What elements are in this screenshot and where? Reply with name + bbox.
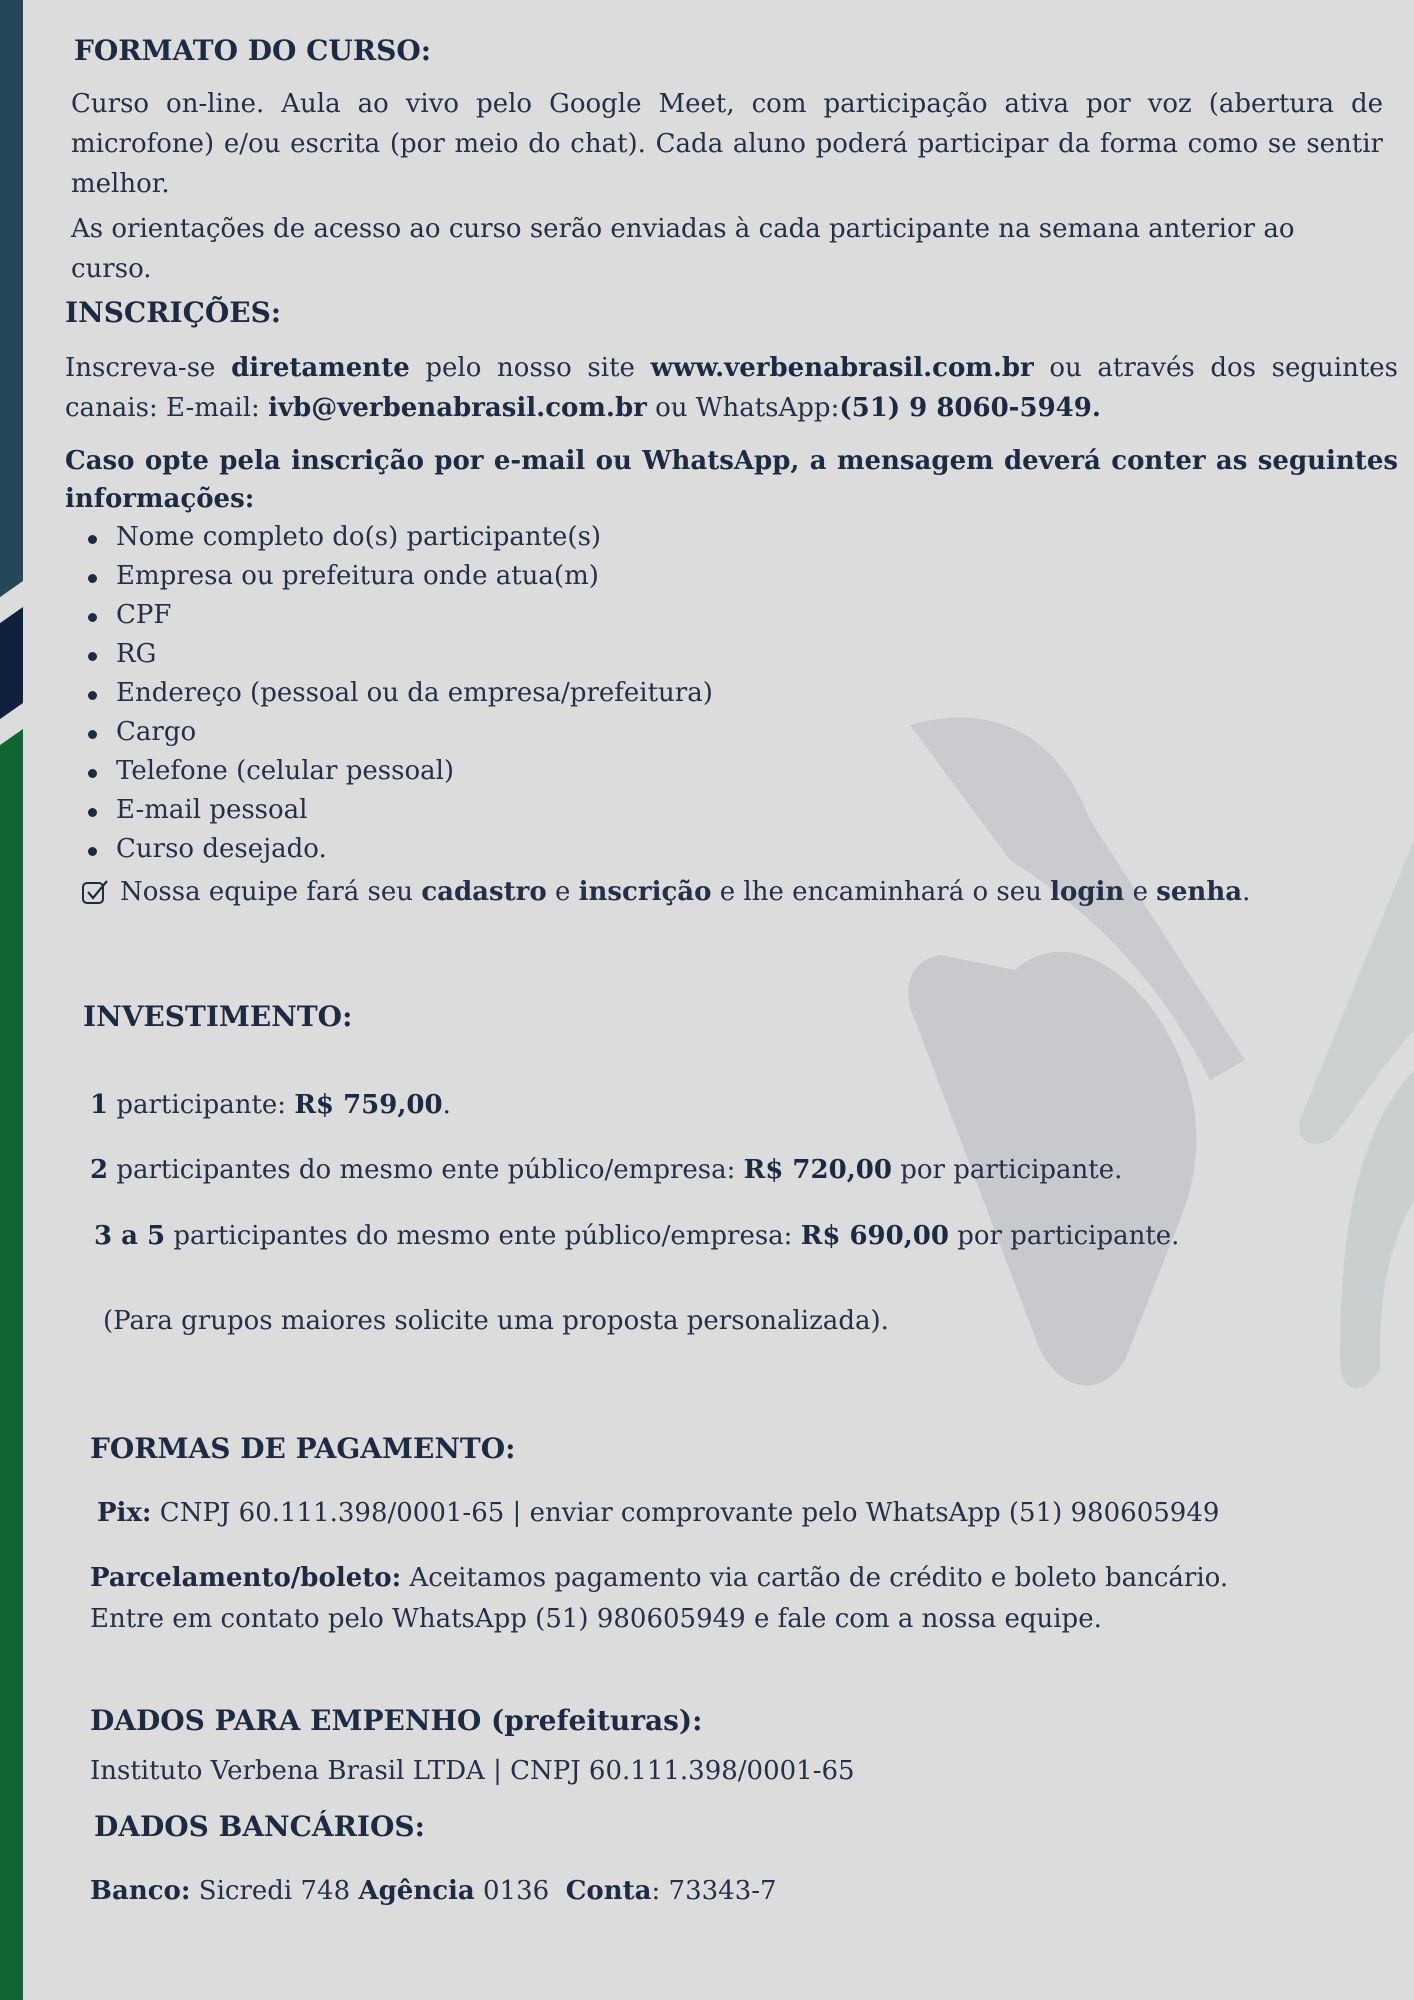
required-info-list (80, 518, 713, 869)
checkbox-icon (80, 877, 110, 907)
whatsapp-number[interactable]: (51) 9 8060-5949. (839, 393, 1101, 423)
formato-access-note: As orientações de acesso ao curso serão enviadas à cada participante na semana anterior ao curso. (71, 214, 1295, 284)
watermark-logo (880, 700, 1414, 1420)
contact-line: Entre em contato pelo WhatsApp (51) 980605949 e fale com a nossa equipe. (90, 1604, 1102, 1634)
inscricoes-intro: Inscreva-se diretamente pelo nosso site www.verbenabrasil.com.br ou através dos seguintes canais: E-mail: ivb@verbenabrasil.com.br ou WhatsApp:(51) 9 8060-5949. (65, 353, 1398, 423)
side-stripe-navy (0, 0, 23, 600)
formato-paragraph: Curso on-line. Aula ao vivo pelo Google Meet, com participação ativa por voz (abertura de microfone) e/ou escrita (por meio do chat). Cada aluno poderá participar da forma como se sentir melhor. (71, 89, 1383, 199)
side-stripe-green (0, 720, 23, 2000)
section-title-investimento: INVESTIMENTO: (83, 1000, 353, 1033)
empenho-text: Instituto Verbena Brasil LTDA | CNPJ 60.111.398/0001-65 (90, 1756, 855, 1786)
parcelamento-line: Parcelamento/boleto: Aceitamos pagamento via cartão de crédito e boleto bancário. (90, 1563, 1229, 1593)
site-link[interactable]: www.verbenabrasil.com.br (650, 353, 1034, 383)
section-title-inscricoes: INSCRIÇÕES: (65, 296, 282, 329)
section-title-formato: FORMATO DO CURSO: (74, 34, 432, 67)
inscricoes-notice: Caso opte pela inscrição por e-mail ou WhatsApp, a mensagem deverá conter as seguintes informações: (65, 446, 1398, 514)
section-title-bancarios: DADOS BANCÁRIOS: (94, 1810, 425, 1843)
team-note: Nossa equipe fará seu cadastro e inscrição e lhe encaminhará o seu login e senha. (80, 872, 1250, 912)
list-item: Curso desejado. (80, 830, 713, 869)
price-line-2: 2 participantes do mesmo ente público/empresa: R$ 720,00 por participante. (90, 1155, 1123, 1185)
list-item: Nome completo do(s) participante(s) (80, 518, 713, 557)
price-line-1: 1 participante: R$ 759,00. (90, 1090, 451, 1120)
list-item: Empresa ou prefeitura onde atua(m) (80, 557, 713, 596)
group-proposal-note: (Para grupos maiores solicite uma proposta personalizada). (103, 1306, 889, 1336)
list-item: Endereço (pessoal ou da empresa/prefeitura) (80, 674, 713, 713)
list-item: CPF (80, 596, 713, 635)
list-item: Telefone (celular pessoal) (80, 752, 713, 791)
pix-line: Pix: CNPJ 60.111.398/0001-65 | enviar comprovante pelo WhatsApp (51) 980605949 (97, 1498, 1220, 1528)
price-line-3: 3 a 5 participantes do mesmo ente público/empresa: R$ 690,00 por participante. (94, 1221, 1180, 1251)
bank-details: Banco: Sicredi 748 Agência 0136 Conta: 73343-7 (90, 1876, 777, 1906)
list-item: E-mail pessoal (80, 791, 713, 830)
email-link[interactable]: ivb@verbenabrasil.com.br (268, 393, 647, 423)
section-title-empenho: DADOS PARA EMPENHO (prefeituras): (90, 1704, 703, 1737)
section-title-pagamento: FORMAS DE PAGAMENTO: (90, 1432, 516, 1465)
list-item: Cargo (80, 713, 713, 752)
list-item: RG (80, 635, 713, 674)
